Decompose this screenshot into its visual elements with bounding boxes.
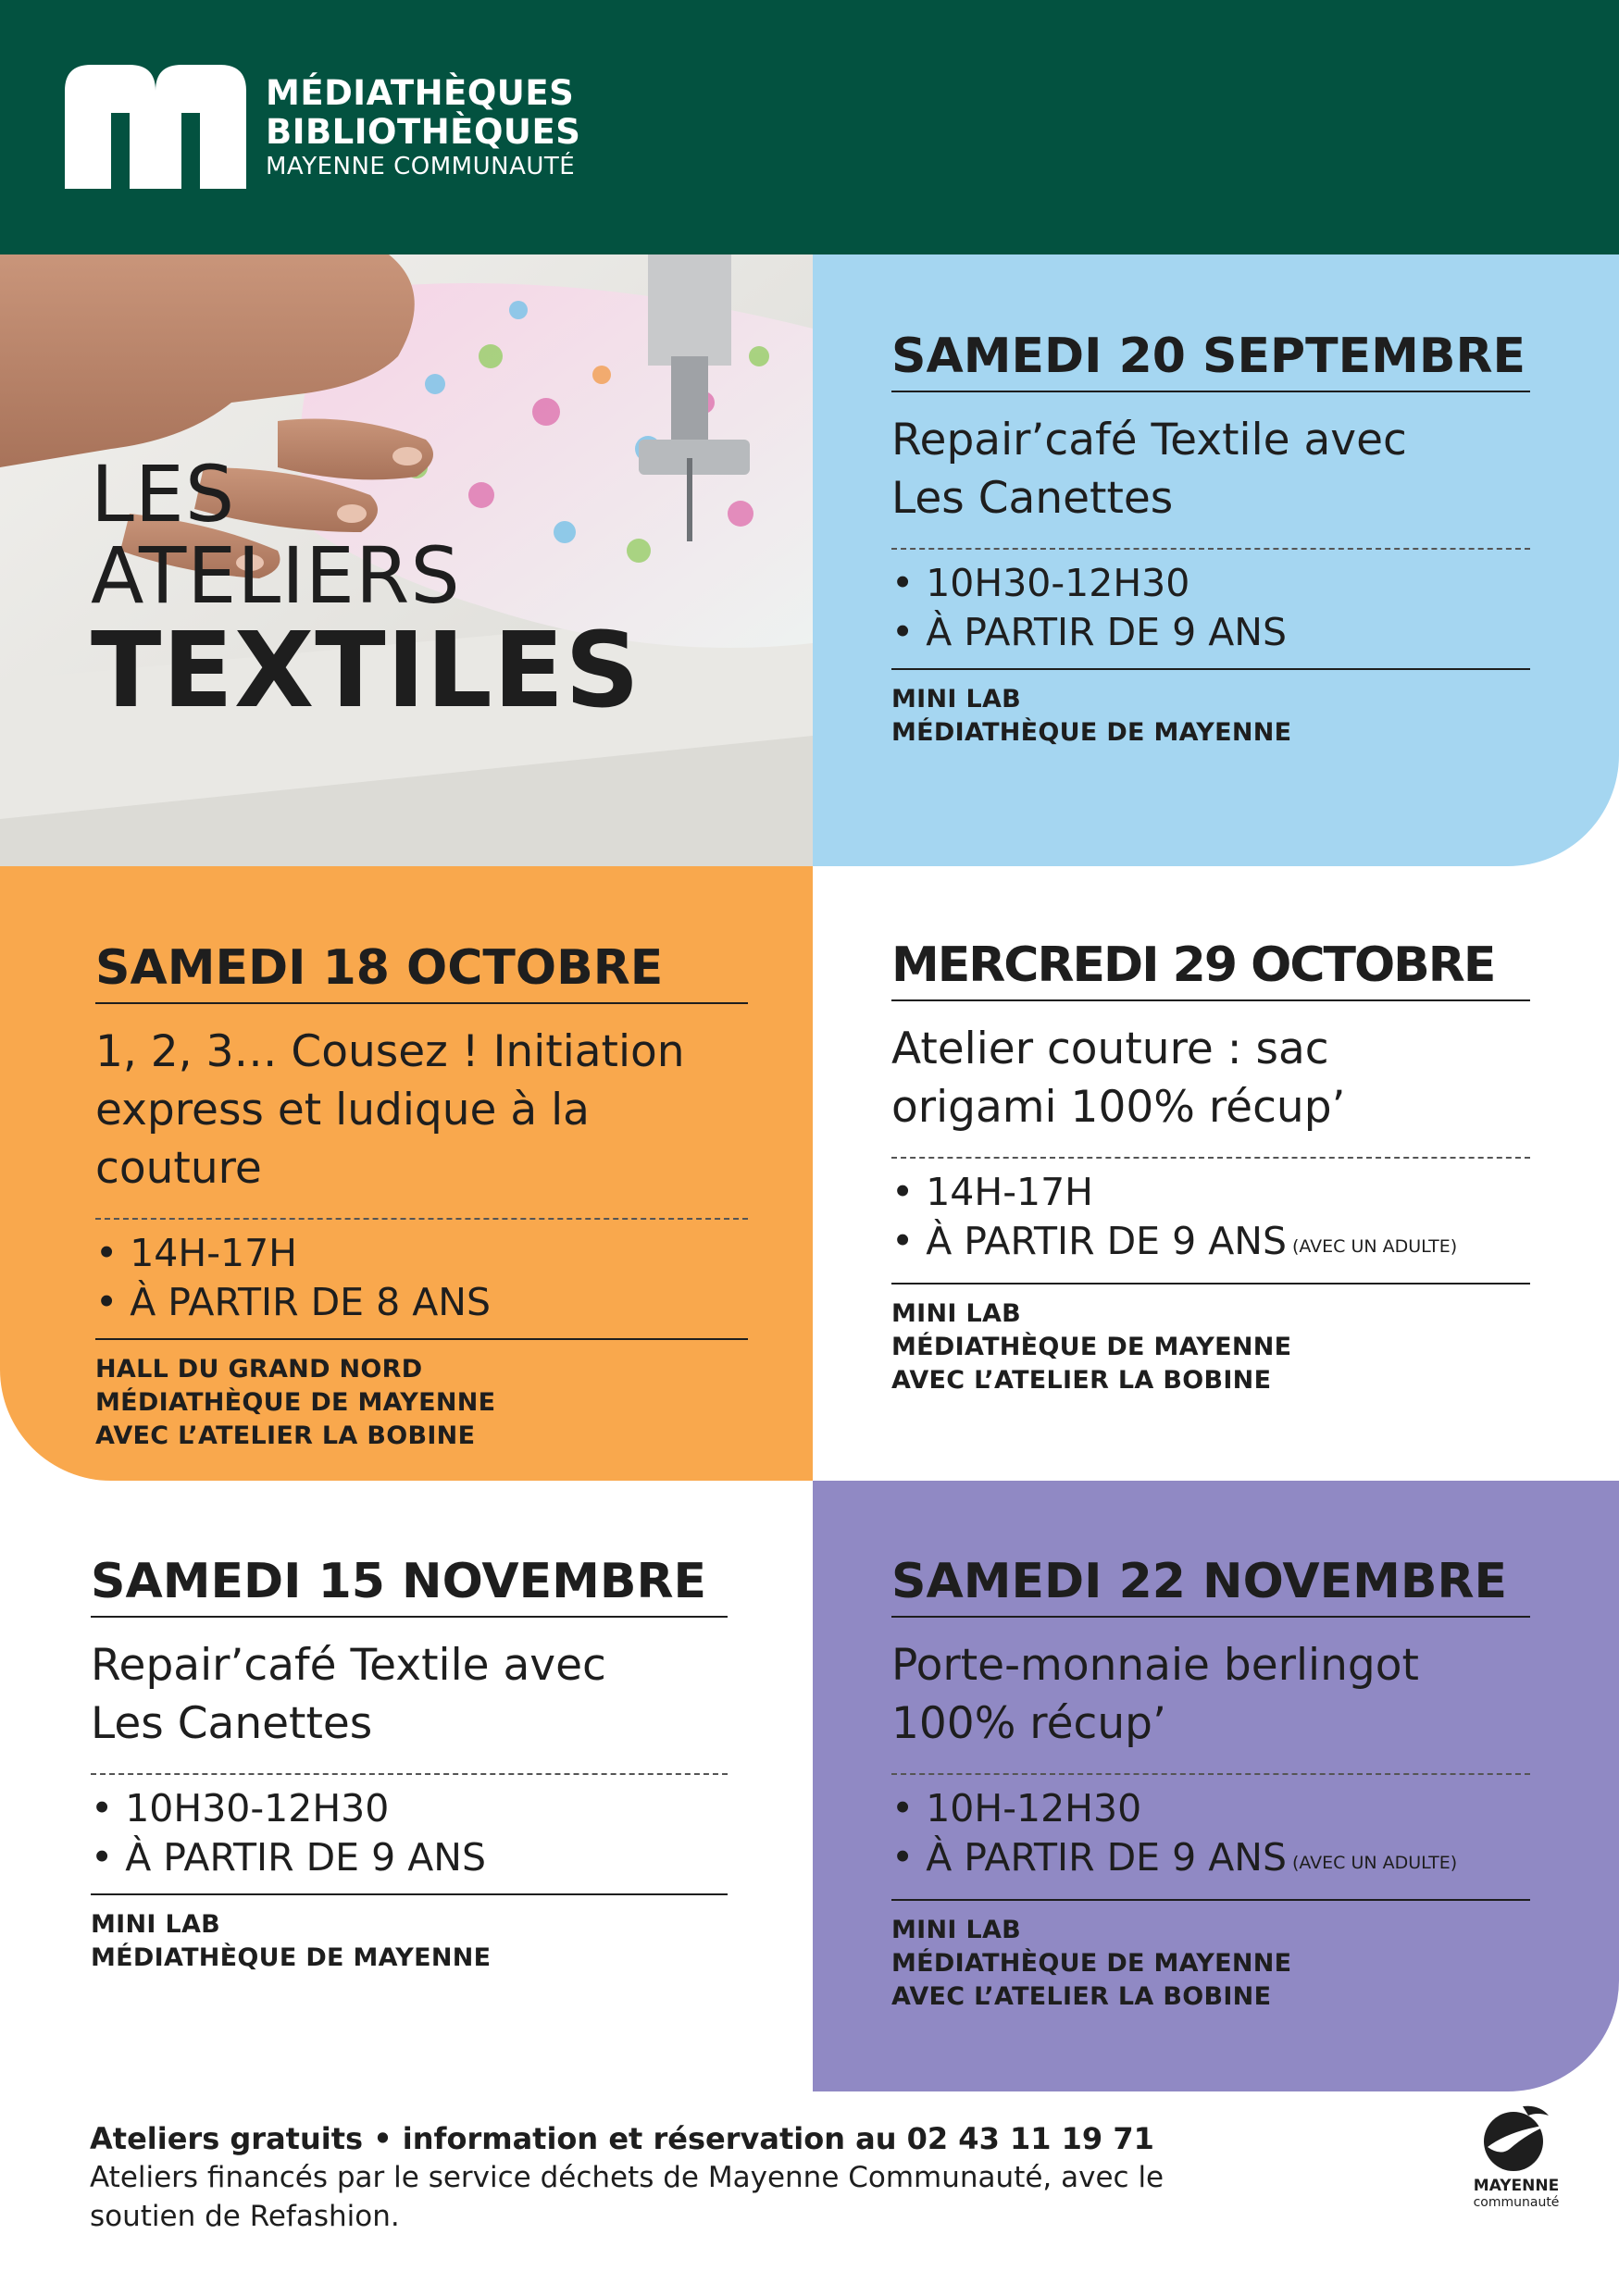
event-date: SAMEDI 22 NOVEMBRE [891,1551,1530,1618]
event-place-line: MINI LAB [891,1299,1022,1328]
brand-line: BIBLIOTHÈQUES [266,112,581,152]
event-place-line: MÉDIATHÈQUE DE MAYENNE [95,1388,496,1417]
event-place-line: MÉDIATHÈQUE DE MAYENNE [891,1333,1292,1361]
event-info [891,1159,1530,1285]
event-title-line: Atelier couture : sac [891,1024,1329,1074]
event-place-line: AVEC L’ATELIER LA BOBINE [891,1982,1272,2011]
hero-title-emphasis: TEXTILES [91,611,641,731]
event-card [891,1551,1530,2014]
event-place [91,1908,728,1975]
event-age: • À PARTIR DE 9 ANS [91,1835,486,1880]
event-age [891,1833,1530,1888]
event-age-text: • À PARTIR DE 9 ANS [891,1219,1287,1263]
event-title [91,1636,728,1775]
footer-funding: Ateliers financés par le service déchets de Mayenne Communauté, avec le soutien de Refashion. [90,2161,1164,2233]
event-title [891,1020,1530,1159]
event-title-line: Les Canettes [91,1698,373,1749]
hero-title-line: ATELIERS [91,530,461,621]
header-banner [0,0,1619,254]
event-title-line: 1, 2, 3… Cousez ! Initiation [95,1026,685,1077]
event-place-line: MINI LAB [891,685,1022,714]
hero-title [91,449,641,731]
event-title-line: Repair’café Textile avec [91,1640,606,1691]
event-date: SAMEDI 15 NOVEMBRE [91,1551,728,1618]
brand-block [266,74,580,181]
event-place-line: MÉDIATHÈQUE DE MAYENNE [91,1943,492,1972]
event-age: • À PARTIR DE 8 ANS [95,1280,491,1324]
event-card [91,1551,728,1975]
event-age-note: (AVEC UN ADULTE) [1291,1236,1458,1257]
brand-subline: MAYENNE COMMUNAUTÉ [266,153,576,180]
event-place-line: MINI LAB [91,1910,221,1939]
event-date: SAMEDI 18 OCTOBRE [95,937,748,1004]
mayenne-communaute-logo [1470,2103,1563,2210]
event-date: MERCREDI 29 OCTOBRE [891,935,1530,1001]
event-time: • 10H30-12H30 [891,561,1190,605]
event-title-line: 100% récup’ [891,1698,1166,1749]
hero-title-line: LES [91,449,236,540]
event-age-text: • À PARTIR DE 9 ANS [891,1835,1287,1880]
sewing-machine-photo [0,254,813,866]
event-place-line: MÉDIATHÈQUE DE MAYENNE [891,1949,1292,1978]
event-place-line: AVEC L’ATELIER LA BOBINE [891,1366,1272,1395]
event-age [891,1217,1530,1272]
event-info [91,1775,728,1895]
brand-line: MÉDIATHÈQUES [266,73,575,113]
event-title-line: Les Canettes [891,473,1174,524]
footer-reservation: Ateliers gratuits • information et réservation au 02 43 11 19 71 [90,2121,1154,2156]
event-info [95,1220,748,1340]
event-title [891,411,1530,550]
event-title-line: Repair’café Textile avec [891,415,1407,465]
event-title-line: couture [95,1143,262,1194]
event-card [891,326,1530,750]
event-title [891,1636,1530,1775]
event-age: • À PARTIR DE 9 ANS [891,610,1287,654]
event-place-line: AVEC L’ATELIER LA BOBINE [95,1421,476,1450]
event-card [95,937,748,1453]
event-place [891,683,1530,750]
event-card [891,935,1530,1397]
event-place-line: MÉDIATHÈQUE DE MAYENNE [891,718,1292,747]
mayenne-communaute-logo-icon [1482,2103,1551,2173]
m-logo-icon [65,65,246,189]
event-place [95,1353,748,1453]
event-title-line: Porte-monnaie berlingot [891,1640,1419,1691]
event-info [891,550,1530,670]
footer-info [90,2119,1386,2236]
event-place [891,1914,1530,2014]
event-time: • 10H-12H30 [891,1786,1142,1831]
event-info [891,1775,1530,1901]
event-title-line: express et ludique à la [95,1085,590,1136]
event-time: • 10H30-12H30 [91,1786,390,1831]
logo-subname: communauté [1473,2195,1560,2210]
event-place-line: MINI LAB [891,1916,1022,1944]
event-date: SAMEDI 20 SEPTEMBRE [891,326,1530,392]
event-age-note: (AVEC UN ADULTE) [1291,1853,1458,1873]
logo-name: MAYENNE [1473,2177,1560,2195]
event-time: • 14H-17H [95,1231,298,1275]
event-place [891,1297,1530,1397]
event-title-line: origami 100% récup’ [891,1082,1346,1133]
event-place-line: HALL DU GRAND NORD [95,1355,423,1384]
event-title [95,1023,748,1220]
event-time: • 14H-17H [891,1170,1094,1214]
